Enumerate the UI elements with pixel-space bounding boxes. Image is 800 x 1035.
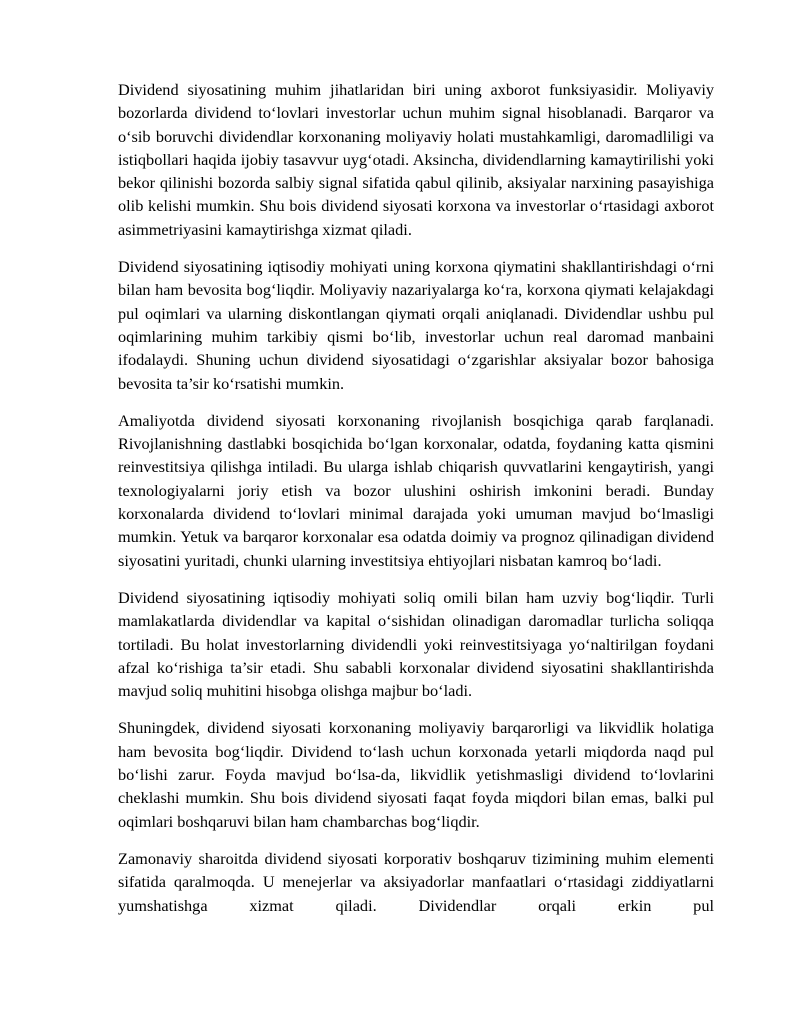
paragraph-3: Amaliyotda dividend siyosati korxonaning rivojlanish bosqichiga qarab farqlanadi. Rivojlanishning dastlabki bosqichida bo‘lgan korxonalar, odatda, foydaning katta qismini reinvestitsiya qilishga intiladi. Bu ularga ishlab chiqarish quvvatlarini kengaytirish, yangi texnologiyalarni joriy etish va bozor ulushini oshirish imkonini beradi. Bunday korxonalarda dividend to‘lovlari minimal darajada yoki umuman mavjud bo‘lmasligi mumkin. Yetuk va barqaror korxonalar esa odatda doimiy va prognoz qilinadigan dividend siyosatini yuritadi, chunki ularning investitsiya ehtiyojlari nisbatan kamroq bo‘ladi. (118, 410, 714, 570)
paragraph-1: Dividend siyosatining muhim jihatlaridan biri uning axborot funksiyasidir. Moliyaviy bozorlarda dividend to‘lovlari investorlar uchun muhim signal hisoblanadi. Barqaror va o‘sib boruvchi dividendlar korxonaning moliyaviy holati mustahkamligi, daromadliligi va istiqbollari haqida ijobiy tasavvur uyg‘otadi. Aksincha, dividendlarning kamaytirilishi yoki bekor qilinishi bozorda salbiy signal sifatida qabul qilinib, aksiyalar narxining pasayishiga olib kelishi mumkin. Shu bois dividend siyosati korxona va investorlar o‘rtasidagi axborot asimmetriyasini kamaytirishga xizmat qiladi. (118, 80, 714, 239)
paragraph-2: Dividend siyosatining iqtisodiy mohiyati uning korxona qiymatini shakllantirishdagi o‘rni bilan ham bevosita bog‘liqdir. Moliyaviy nazariyalarga ko‘ra, korxona qiymati kelajakdagi pul oqimlari va ularning diskontlangan qiymati orqali aniqlanadi. Dividendlar ushbu pul oqimlarining muhim tarkibiy qismi bo‘lib, investorlar uchun real daromad manbaini ifodalaydi. Shuning uchun dividend siyosatidagi o‘zgarishlar aksiyalar bozor bahosiga bevosita ta’sir ko‘rsatishi mumkin. (118, 257, 714, 393)
paragraph-6: Zamonaviy sharoitda dividend siyosati korporativ boshqaruv tizimining muhim elementi sifatida qaralmoqda. U menejerlar va aksiyadorlar manfaatlari o‘rtasidagi ziddiyatlarni yumshatishga xizmat qiladi. Dividendlar orqali erkin pul (118, 848, 714, 915)
paragraph-5: Shuningdek, dividend siyosati korxonaning moliyaviy barqarorligi va likvidlik holatiga ham bevosita bog‘liqdir. Dividend to‘lash uchun korxonada yetarli miqdorda naqd pul bo‘lishi zarur. Foyda mavjud bo‘lsa-da, likvidlik yetishmasligi dividend to‘lovlarini cheklashi mumkin. Shu bois dividend siyosati faqat foyda miqdori bilan emas, balki pul oqimlari boshqaruvi bilan ham chambarchas bog‘liqdir. (118, 718, 714, 831)
paragraph-4: Dividend siyosatining iqtisodiy mohiyati soliq omili bilan ham uzviy bog‘liqdir. Turli mamlakatlarda dividendlar va kapital o‘sishidan olinadigan daromadlar turlicha soliqqa tortiladi. Bu holat investorlarning dividendli yoki reinvestitsiyaga yo‘naltirilgan foydani afzal ko‘rishiga ta’sir etadi. Shu sababli korxonalar dividend siyosatini shakllantirishda mavjud soliq muhitini hisobga olishga majbur bo‘ladi. (118, 587, 714, 701)
document-body (118, 78, 714, 917)
